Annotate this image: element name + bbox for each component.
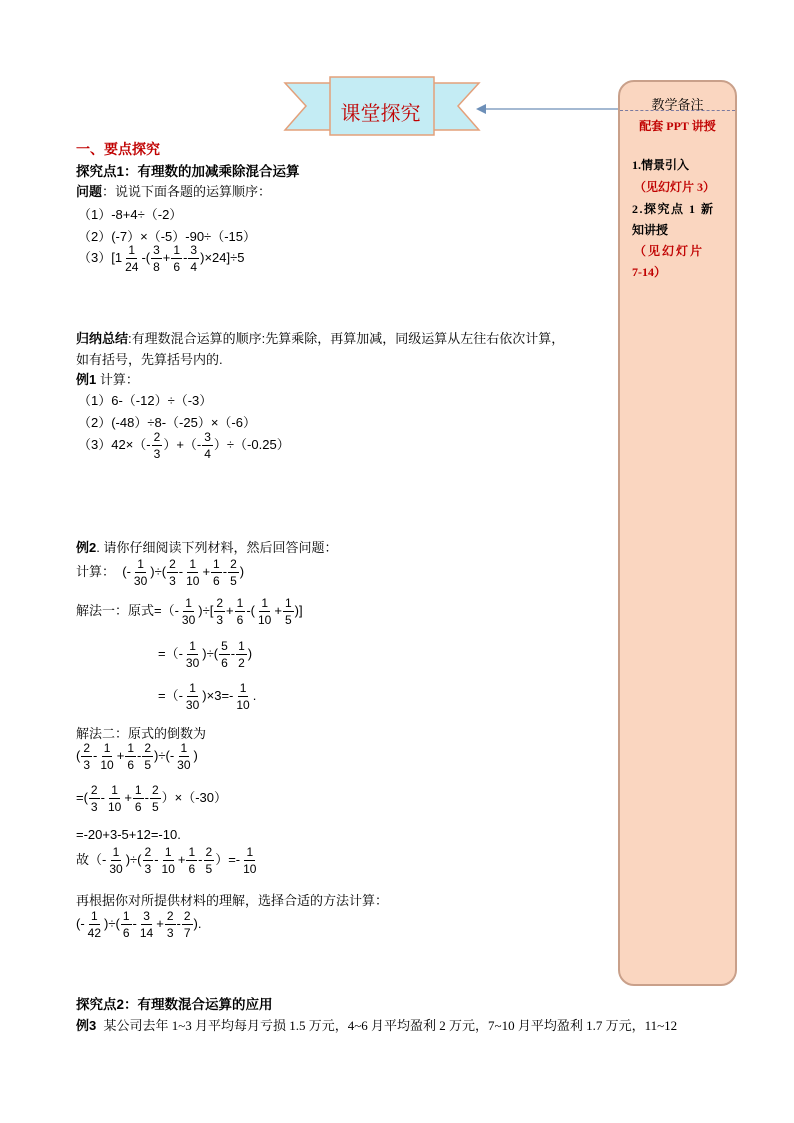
example2-exercise: (- $\frac{1}{42}$ )÷( $\frac{1}{6}$ - $\frac{3}{14}$ + $\frac{2}{3}$ - $\frac{2}{7}$ ). xyxy=(76,909,202,940)
question-text: ：说说下面各题的运算顺序： xyxy=(102,184,272,199)
example1-1: （1）6-（-12）÷（-3） xyxy=(78,393,213,408)
sidebar-ppt: 配套 PPT 讲授 xyxy=(639,119,716,133)
teaching-notes-panel xyxy=(618,80,737,986)
example1-label: 例1 xyxy=(76,372,97,387)
question-1: （1）-8+4÷（-2） xyxy=(78,207,183,222)
e3-prefix: （3）42×（- xyxy=(78,436,151,452)
section-heading: 一、要点探究 xyxy=(76,141,160,157)
summary-label: 归纳总结 xyxy=(76,331,129,346)
sidebar-title: 教学备注 xyxy=(651,97,704,112)
summary-line-2: 如有括号，先算括号内的. xyxy=(76,352,223,367)
step-eq-2: =（- xyxy=(158,687,183,703)
sidebar-item-range: 7-14） xyxy=(632,265,666,279)
arrow-left-icon xyxy=(476,101,621,117)
point2-title: 探究点2：有理数混合运算的应用 xyxy=(76,997,273,1012)
calc-label: 计算： xyxy=(76,563,116,579)
example3-label: 例3 xyxy=(76,1018,97,1033)
example3-text: 某公司去年 1~3 月平均每月亏损 1.5 万元，4~6 月平均盈利 2 万元，7~10 月平均盈利 1.7 万元，11~12 xyxy=(103,1018,678,1033)
step-eq-1: =（- xyxy=(158,645,183,661)
example2-intro: . 请你仔细阅读下列材料，然后回答问题： xyxy=(96,540,338,555)
q3-suffix: ×24]÷5 xyxy=(204,249,245,265)
banner-title: 课堂探究 xyxy=(340,103,421,125)
times-m30: ）×（-30） xyxy=(161,789,228,805)
solution1-line2: =（- $\frac{1}{30}$ )÷( $\frac{5}{6}$ - $\frac{1}{2}$ ) xyxy=(158,639,253,670)
example2-calc: 计算： (- $\frac{1}{30}$ )÷( $\frac{2}{3}$ - $\frac{1}{10}$ + $\frac{1}{6}$ - $\frac{2}{5}$ ) xyxy=(76,557,245,588)
e3-suffix: ）÷（-0.25） xyxy=(213,436,290,452)
example1-2: （2）(-48）÷8-（-25）×（-6） xyxy=(78,415,256,430)
question-2: （2）(-7）×（-5）-90÷（-15） xyxy=(78,229,256,244)
question-label: 问题 xyxy=(76,184,103,199)
sol1-label: 解法一：原式=（- xyxy=(76,602,179,618)
sidebar-item-intro: 1.情景引入 xyxy=(632,158,690,172)
solution2-line2: =( $\frac{2}{3}$ - $\frac{1}{10}$ + $\frac{1}{6}$ - $\frac{2}{5}$ ）×（-30） xyxy=(76,783,228,814)
example1-3: （3）42×（- $\frac{2}{3}$ ）+（- $\frac{3}{4}$ ）÷（-0.25） xyxy=(78,430,290,461)
summary-text-1: :有理数混合运算的顺序:先算乘除，再算加减，同级运算从左往右依次计算， xyxy=(128,331,565,346)
final-eq: ）=- xyxy=(215,851,241,867)
result-tail: ×3=- xyxy=(206,687,234,703)
point1-title: 探究点1：有理数的加减乘除混合运算 xyxy=(76,164,300,179)
sidebar-item-slide3: （见幻灯片 3） xyxy=(634,180,716,194)
example2-header xyxy=(76,537,337,556)
divider xyxy=(620,110,735,111)
summary-line-1 xyxy=(76,328,564,347)
solution2-label: 解法二：原式的倒数为 xyxy=(76,726,207,741)
example2-label: 例2 xyxy=(76,540,97,555)
solution1-line1: 解法一：原式=（- $\frac{1}{30}$ )÷[ $\frac{2}{3}$ + $\frac{1}{6}$ -( $\frac{1}{10}$ + $\frac{1}{5}$ )] xyxy=(76,596,303,627)
e3-mid: ）+（- xyxy=(163,436,202,452)
example1-text: 计算： xyxy=(96,372,139,387)
sidebar-item-slides: （见幻灯片 xyxy=(634,244,705,258)
example2-prompt: 再根据你对所提供材料的理解，选择合适的方法计算： xyxy=(76,893,389,908)
sidebar-item-teach: 知讲授 xyxy=(632,223,669,237)
question-3: （3）[1 $\frac{1}{24}$ -( $\frac{3}{8}$ + $\frac{1}{6}$ - $\frac{3}{4}$ )×24]÷5 xyxy=(78,243,245,274)
solution2-arith: =-20+3-5+12=-10. xyxy=(76,827,181,842)
solution2-conclusion: 故（- $\frac{1}{30}$ )÷( $\frac{2}{3}$ - $\frac{1}{10}$ + $\frac{1}{6}$ - $\frac{2}{5}$ ）=- $\frac{1}{10}$ xyxy=(76,845,257,876)
so-label: 故（- xyxy=(76,851,107,867)
example1-header xyxy=(76,369,139,388)
sidebar-item-point1: 2.探究点 1 新 xyxy=(632,202,715,216)
example3-line xyxy=(76,1015,677,1034)
question-line xyxy=(76,181,271,200)
q3-prefix: （3）[1 xyxy=(78,249,123,265)
solution1-line3: =（- $\frac{1}{30}$ )×3=- $\frac{1}{10}$ . xyxy=(158,681,257,712)
solution2-line1: ( $\frac{2}{3}$ - $\frac{1}{10}$ + $\frac{1}{6}$ - $\frac{2}{5}$ )÷(- $\frac{1}{30}$ ) xyxy=(76,741,198,772)
